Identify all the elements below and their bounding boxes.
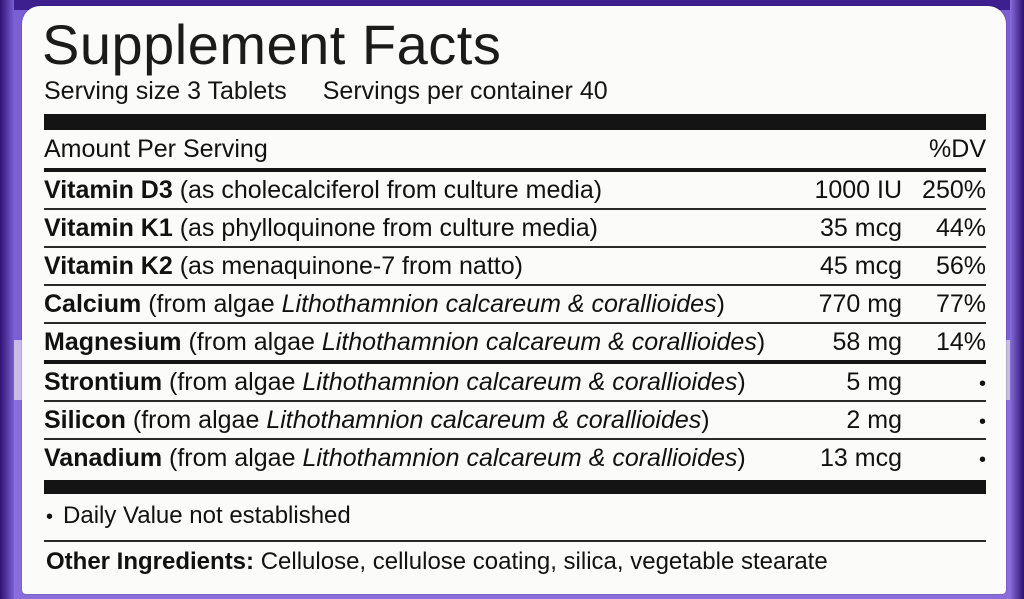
table-row (32, 172, 996, 208)
daily-value-cell: • (978, 448, 986, 471)
divider-thick-top (44, 114, 986, 130)
nutrient-cell (44, 290, 794, 319)
amount-cell: 35 mcg (820, 213, 902, 242)
nutrient-name: Vitamin D3 (44, 175, 173, 204)
nutrient-source: (from algae (141, 289, 282, 318)
table-row (32, 324, 996, 360)
label-edge-left (0, 0, 14, 599)
amount-cell: 2 mg (846, 405, 902, 434)
nutrient-cell (44, 328, 794, 357)
panel-title: Supplement Facts (42, 13, 502, 76)
other-ingredients-label: Other Ingredients: (46, 547, 255, 575)
table-row (32, 440, 996, 476)
nutrient-source-italic: Lithothamnion calcareum & corallioides (321, 327, 757, 356)
nutrient-name: Silicon (44, 405, 126, 434)
nutrient-cell (44, 252, 794, 281)
nutrient-source: (as phylloquinone from culture media) (172, 213, 598, 242)
nutrient-source-italic: Lithothamnion calcareum & corallioides (266, 405, 702, 434)
daily-value-cell: 44% (935, 213, 986, 242)
nutrient-cell (44, 214, 794, 243)
nutrient-name: Vitamin K2 (44, 251, 173, 280)
daily-value-cell: 250% (922, 175, 986, 204)
table-header-row (32, 130, 996, 168)
amount-cell: 13 mcg (820, 443, 902, 472)
amount-cell: 1000 IU (814, 175, 902, 204)
nutrient-name: Vanadium (44, 443, 163, 472)
nutrient-source: (from algae (125, 405, 267, 434)
nutrient-source: (from algae (181, 327, 322, 356)
nutrient-name: Calcium (44, 289, 142, 318)
nutrient-name: Vitamin K1 (44, 213, 173, 242)
serving-info (32, 75, 996, 108)
daily-value-cell: • (978, 372, 986, 395)
nutrient-cell (44, 406, 794, 435)
nutrient-source: (from algae (162, 443, 303, 472)
nutrient-source-tail: ) (737, 367, 746, 396)
other-ingredients-text: Cellulose, cellulose coating, silica, vegetable stearate (254, 547, 828, 575)
label-edge-right (1010, 0, 1024, 599)
table-row (32, 402, 996, 438)
nutrient-source: (as menaquinone-7 from natto) (172, 251, 523, 280)
other-ingredients (32, 542, 996, 576)
nutrient-source-italic: Lithothamnion calcareum & corallioides (281, 289, 717, 318)
amount-cell: 58 mg (832, 327, 902, 356)
nutrient-source: (as cholecalciferol from culture media) (172, 175, 603, 204)
nutrient-source: (from algae (162, 367, 303, 396)
daily-value-cell: • (978, 410, 986, 433)
daily-value-cell: 56% (935, 251, 986, 280)
nutrient-cell (44, 444, 794, 473)
table-row (32, 364, 996, 400)
nutrient-source-italic: Lithothamnion calcareum & corallioides (302, 443, 738, 472)
daily-value-cell: 77% (935, 289, 986, 318)
amount-cell: 45 mcg (820, 251, 902, 280)
serving-size: Serving size 3 Tablets (44, 76, 287, 105)
divider-thick-bottom (44, 480, 986, 494)
nutrient-name: Magnesium (44, 327, 182, 356)
daily-value-header: %DV (929, 134, 986, 163)
daily-value-cell: 14% (935, 327, 986, 356)
supplement-facts-panel (22, 6, 1006, 594)
nutrient-source-tail: ) (737, 443, 746, 472)
table-row (32, 248, 996, 284)
table-row (32, 286, 996, 322)
footnote-text: Daily Value not established (63, 501, 351, 529)
nutrient-source-tail: ) (756, 327, 766, 356)
table-row (32, 210, 996, 246)
nutrient-source-tail: ) (716, 289, 725, 318)
nutrient-cell (44, 368, 794, 397)
footnote-bullet-icon: • (46, 505, 54, 528)
nutrient-name: Strontium (44, 367, 163, 396)
nutrient-source-italic: Lithothamnion calcareum & corallioides (302, 367, 738, 396)
servings-per-container: Servings per container 40 (322, 76, 608, 105)
nutrient-cell (44, 176, 794, 205)
amount-cell: 770 mg (818, 289, 902, 318)
nutrient-source-tail: ) (701, 405, 710, 434)
daily-value-footnote (32, 494, 996, 530)
amount-cell: 5 mg (846, 367, 902, 396)
amount-per-serving-header: Amount Per Serving (44, 134, 268, 163)
